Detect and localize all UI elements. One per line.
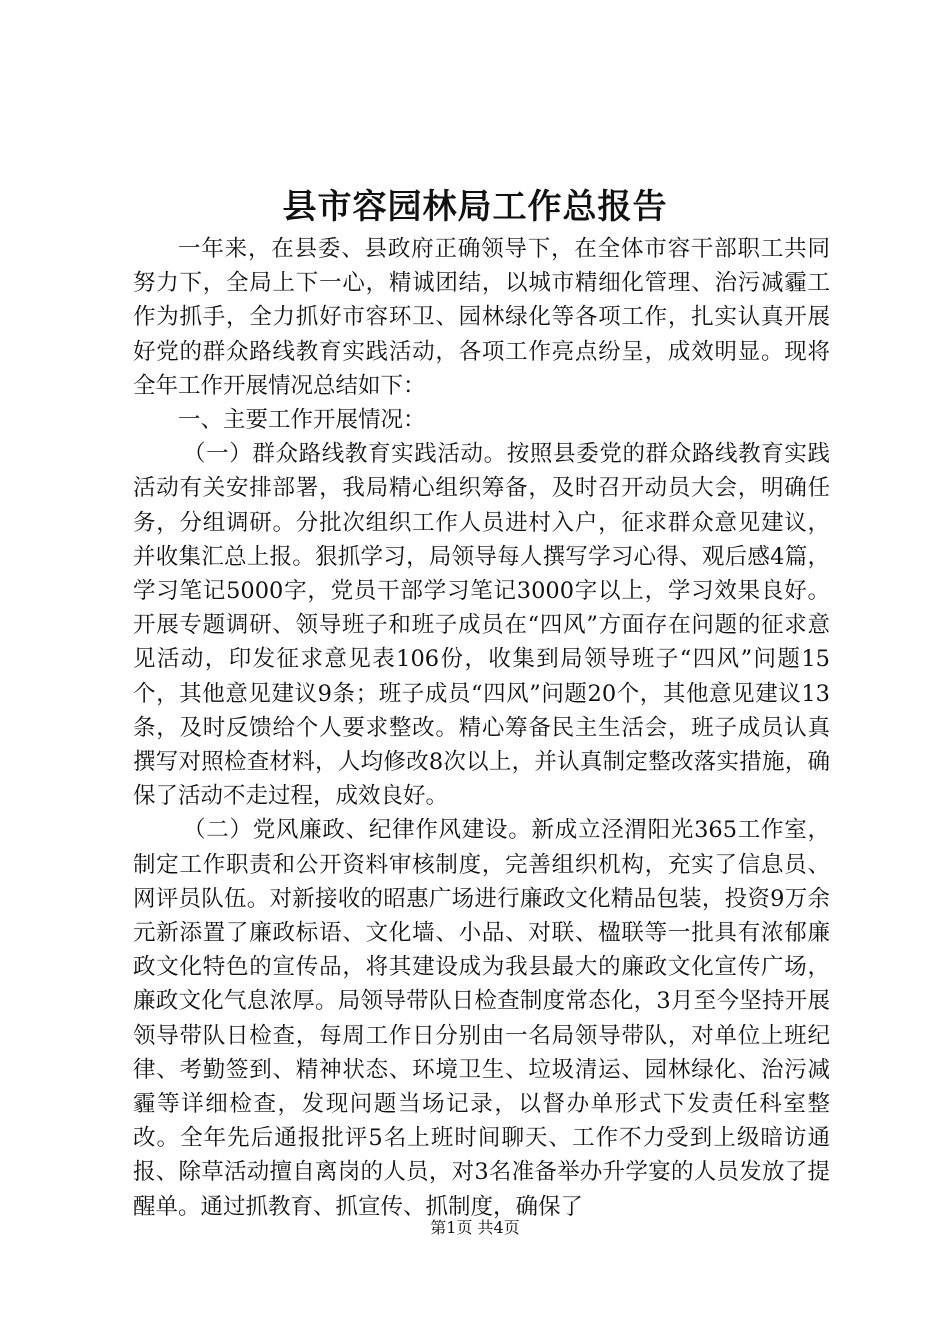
- document-title: 县市容园林局工作总报告: [282, 187, 668, 227]
- page-footer: 第1页 共4页: [430, 1218, 520, 1237]
- document-body: [133, 232, 830, 1224]
- paragraph-party-conduct: （二）党风廉政、纪律作风建设。新成立泾渭阳光365工作室，制定工作职责和公开资料审核制度，完善组织机构，充实了信息员、网评员队伍。对新接收的昭惠广场进行廉政文化精品包装，投资9万余元新添置了廉政标语、文化墙、小品、对联、楹联等一批具有浓郁廉政文化特色的宣传品，将其建设成为我县最大的廉政文化宣传广场，廉政文化气息浓厚。局领导带队日检查制度常态化，3月至今坚持开展领导带队日检查，每周工作日分别由一名局领导带队，对单位上班纪律、考勤签到、精神状态、环境卫生、垃圾清运、园林绿化、治污减霾等详细检查，发现问题当场记录，以督办单形式下发责任科室整改。全年先后通报批评5名上班时间聊天、工作不力受到上级暗访通报、除草活动擅自离岗的人员，对3名准备举办升学宴的人员发放了提醒单。通过抓教育、抓宣传、抓制度，确保了: [133, 817, 830, 1220]
- section-heading-main-work: 一、主要工作开展情况：: [178, 407, 426, 434]
- paragraph-mass-line: （一）群众路线教育实践活动。按照县委党的群众路线教育实践活动有关安排部署，我局精心组织筹备，及时召开动员大会，明确任务，分组调研。分批次组织工作人员进村入户，征求群众意见建议，并收集汇总上报。狠抓学习，局领导每人撰写学习心得、观后感4篇，学习笔记5000字，党员干部学习笔记3000字以上，学习效果良好。开展专题调研、领导班子和班子成员在“四风”方面存在问题的征求意见活动，印发征求意见表106份，收集到局领导班子“四风”问题15个，其他意见建议9条；班子成员“四风”问题20个，其他意见建议13条，及时反馈给个人要求整改。精心筹备民主生活会，班子成员认真撰写对照检查材料，人均修改8次以上，并认真制定整改落实措施，确保了活动不走过程，成效良好。: [133, 441, 830, 810]
- paragraph-intro: 一年来，在县委、县政府正确领导下，在全体市容干部职工共同努力下，全局上下一心，精诚团结，以城市精细化管理、治污减霾工作为抓手，全力抓好市容环卫、园林绿化等各项工作，扎实认真开展好党的群众路线教育实践活动，各项工作亮点纷呈，成效明显。现将全年工作开展情况总结如下：: [133, 236, 830, 399]
